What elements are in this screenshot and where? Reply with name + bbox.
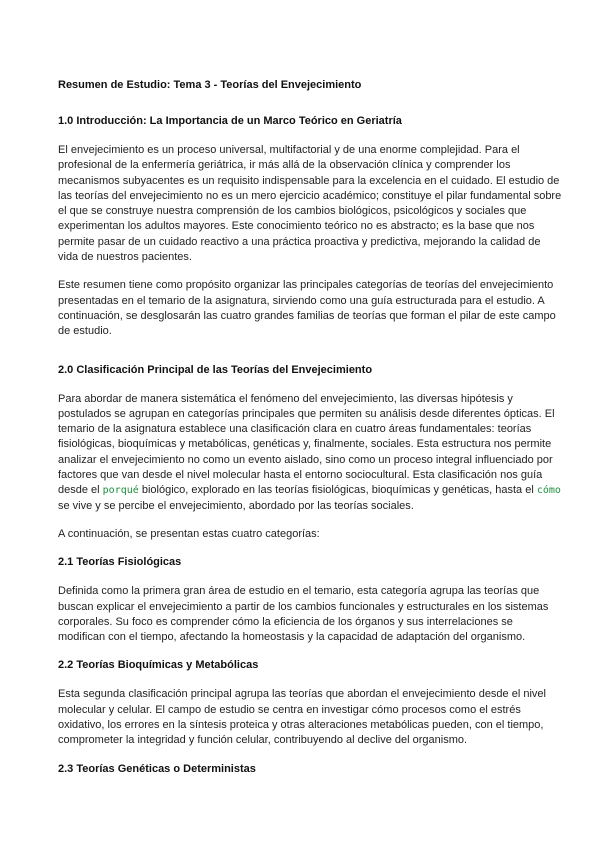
section-2-paragraph-2: A continuación, se presentan estas cuatro categorías: (58, 527, 320, 540)
section-2-1-heading: 2.1 Teorías Fisiológicas (58, 556, 182, 569)
section-1-paragraph-2: Este resumen tiene como propósito organizar las principales categorías de teorías del envejecimiento presentadas en el temario de la asignatura, sirviendo como una guía estructurada para el estudio. A continuación, se desglosarán las cuatro grandes familias de teorías que forman el pilar de este campo de estudio. (58, 279, 556, 338)
section-2-2-heading: 2.2 Teorías Bioquímicas y Metabólicas (58, 659, 259, 672)
section-2-text-c: se vive y se percibe el envejecimiento, abordado por las teorías sociales. (58, 499, 414, 512)
section-2-text-b: biológico, explorado en las teorías fisiológicas, bioquímicas y genéticas, hasta el (138, 484, 537, 497)
section-2-3-heading: 2.3 Teorías Genéticas o Deterministas (58, 762, 256, 775)
section-2-heading: 2.0 Clasificación Principal de las Teorías del Envejecimiento (58, 363, 373, 376)
section-2-1-paragraph: Definida como la primera gran área de estudio en el temario, esta categoría agrupa las teorías que buscan explicar el envejecimiento a partir de los cambios funcionales y estructurales en los sistemas corporales. Su foco es comprender cómo la eficiencia de los órganos y sus interrelaciones se modifican con el tiempo, afectando la homeostasis y la capacidad de adaptación del organismo. (58, 585, 549, 644)
section-1-heading: 1.0 Introducción: La Importancia de un Marco Teórico en Geriatría (58, 115, 402, 127)
section-2-paragraph-1 (58, 392, 562, 514)
section-2-text-a: Para abordar de manera sistemática el fenómeno del envejecimiento, las diversas hipótesis y postulados se agrupan en categorías principales que permiten su análisis desde diferentes ópticas. El temario de la asignatura establece una clasificación clara en cuatro áreas fundamentales: teorías fisiológicas, bioquímicas y metabólicas, genéticas y, finalmente, sociales. Esta estructura nos permite analizar el envejecimiento no como un evento aislado, sino como un proceso integral influenciado por factores que van desde el nivel molecular hasta el entorno sociocultural. Esta clasificación nos guía desde el (58, 392, 555, 497)
section-1-paragraph-1: El envejecimiento es un proceso universal, multifactorial y de una enorme complejidad. Para el profesional de la enfermería geriátrica, ir más allá de la observación clínica y comprender los mecanismos subyacentes es un requisito indispensable para la excelencia en el cuidado. El estudio de las teorías del envejecimiento no es un mero ejercicio académico; constituye el pilar fundamental sobre el que se construye nuestra comprensión de los cambios biológicos, psicológicos y sociales que experimentan los adultos mayores. Este conocimiento teórico no es abstracto; es la base que nos permite pasar de un cuidado reactivo a una práctica proactiva y predictiva, mejorando la calidad de vida de nuestros pacientes. (58, 144, 562, 264)
inline-code-como: cómo (536, 485, 561, 497)
section-2-2-paragraph: Esta segunda clasificación principal agrupa las teorías que abordan el envejecimiento desde el nivel molecular y celular. El campo de estudio se centra en investigar cómo procesos como el estrés oxidativo, los errores en la síntesis proteica y otras alteraciones metabólicas pueden, con el tiempo, comprometer la integridad y función celular, contribuyendo al declive del organismo. (58, 688, 546, 747)
inline-code-porque: porqué (102, 485, 139, 497)
document-title: Resumen de Estudio: Tema 3 - Teorías del Envejecimiento (58, 79, 362, 91)
